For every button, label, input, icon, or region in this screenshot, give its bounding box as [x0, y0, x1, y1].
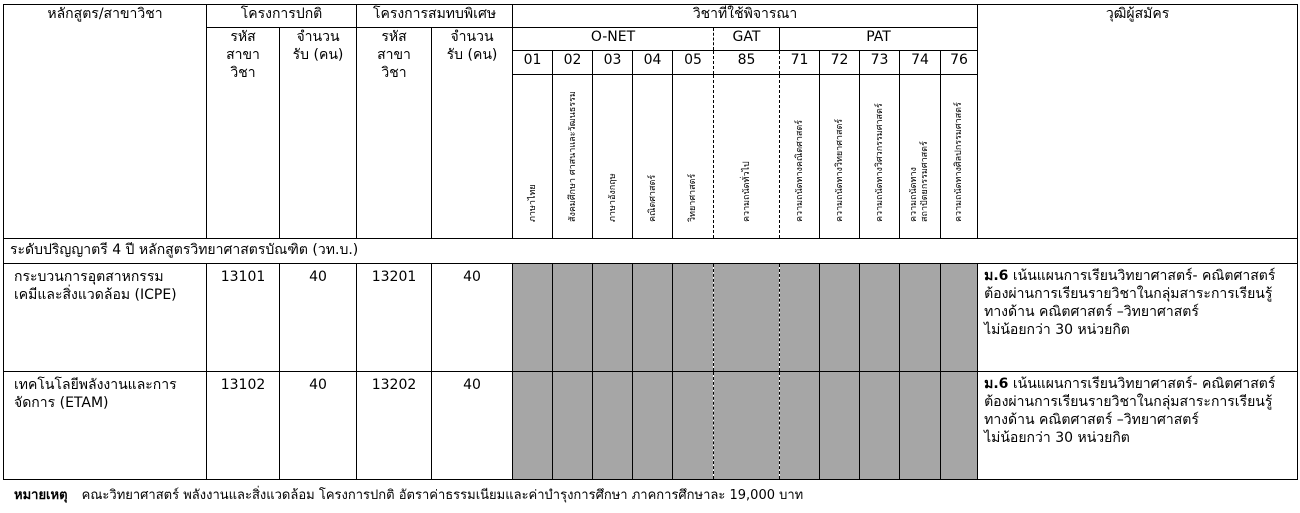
subject-name: ความถนัดทั่วไป [741, 161, 752, 222]
qualification-level: ม.6 [984, 376, 1009, 392]
qualification-line4: ไม่น้อยกว่า 30 หน่วยกิต [984, 430, 1130, 446]
subject-code: 05 [673, 51, 714, 75]
special-program-header: โครงการสมทบพิเศษ [357, 5, 513, 28]
subject-code: 72 [820, 51, 860, 75]
subject-cell [714, 372, 780, 480]
special-code-header-line3: วิชา [381, 65, 407, 81]
qualification-level: ม.6 [984, 268, 1009, 284]
qualification-line3: ทางด้าน คณิตศาสตร์ –วิทยาศาสตร์ [984, 304, 1199, 320]
subject-name: ภาษาไทย [527, 184, 538, 222]
subject-cell [513, 264, 553, 372]
special-seats-header [432, 28, 513, 239]
pat-header: PAT [780, 28, 978, 51]
footnote-label: หมายเหตุ [14, 488, 68, 503]
subjects-header: วิชาที่ใช้พิจารณา [513, 5, 978, 28]
subject-name: ความถนัดทาง [909, 167, 919, 222]
qualification-line2: ต้องผ่านการเรียนรายวิชาในกลุ่มสาระการเรียนรู้ [984, 394, 1273, 410]
course-name [4, 372, 207, 480]
section-title: ระดับปริญญาตรี 4 ปี หลักสูตรวิทยาศาสตรบัณฑิต (วท.บ.) [4, 239, 978, 264]
regular-seats-header-line2: รับ (คน) [292, 47, 344, 63]
subject-name-cell [633, 75, 673, 239]
subject-code: 71 [780, 51, 820, 75]
subject-name: คณิตศาสตร์ [647, 174, 658, 222]
subject-name: ภาษาอังกฤษ [607, 173, 618, 222]
special-seats: 40 [432, 372, 513, 480]
subject-code: 85 [714, 51, 780, 75]
special-code-header-line1: รหัส [381, 29, 407, 45]
subject-cell [714, 264, 780, 372]
course-name-line1: เทคโนโลยีพลังงานและการ [14, 377, 177, 393]
onet-header: O-NET [513, 28, 714, 51]
subject-name: วิทยาศาสตร์ [688, 173, 698, 222]
regular-code-header [207, 28, 280, 239]
subject-cell [553, 372, 593, 480]
subject-name-cell [860, 75, 900, 239]
subject-name: ความถนัดทางคณิตศาสตร์ [794, 119, 805, 222]
regular-code: 13101 [207, 264, 280, 372]
subject-cell [941, 264, 978, 372]
subject-code: 02 [553, 51, 593, 75]
special-code: 13201 [357, 264, 432, 372]
subject-name: ความถนัดทางวิศวกรรมศาสตร์ [874, 103, 885, 222]
subject-cell [780, 264, 820, 372]
special-seats-header-line2: รับ (คน) [446, 47, 498, 63]
special-code-header [357, 28, 432, 239]
subject-name: สถาปัตยกรรมศาสตร์ [920, 141, 930, 222]
regular-code-header-line1: รหัส [230, 29, 256, 45]
regular-seats: 40 [280, 372, 357, 480]
qualification-line3: ทางด้าน คณิตศาสตร์ –วิทยาศาสตร์ [984, 412, 1199, 428]
regular-code: 13102 [207, 372, 280, 480]
qualification-header: วุฒิผู้สมัคร [978, 5, 1298, 239]
subject-cell [900, 264, 941, 372]
table-row [4, 264, 1298, 372]
regular-code-header-line3: วิชา [230, 65, 256, 81]
special-seats: 40 [432, 264, 513, 372]
subject-cell [673, 264, 714, 372]
regular-code-header-line2: สาขา [226, 47, 260, 63]
subject-code: 03 [593, 51, 633, 75]
subject-name-cell [513, 75, 553, 239]
subject-code: 04 [633, 51, 673, 75]
subject-cell [513, 372, 553, 480]
qualification-line2: ต้องผ่านการเรียนรายวิชาในกลุ่มสาระการเรียนรู้ [984, 286, 1273, 302]
course-name [4, 264, 207, 372]
course-name-line2: เคมีและสิ่งแวดล้อม (ICPE) [14, 287, 177, 303]
qualification-text [978, 264, 1298, 372]
regular-program-header: โครงการปกติ [207, 5, 357, 28]
special-code-header-line2: สาขา [377, 47, 411, 63]
footnote [14, 488, 803, 504]
admission-table [3, 4, 1298, 480]
qualification-text [978, 372, 1298, 480]
subject-name-cell [714, 75, 780, 239]
subject-code: 74 [900, 51, 941, 75]
subject-name: สังคมศึกษา ศาสนาและวัฒนธรรม [567, 91, 578, 222]
footnote-text: คณะวิทยาศาสตร์ พลังงานและสิ่งแวดล้อม โครงการปกติ อัตราค่าธรรมเนียมและค่าบำรุงการศึกษา ภาคการศึกษาละ 19,000 บาท [81, 488, 804, 503]
regular-seats-header [280, 28, 357, 239]
qualification-line1-text: เน้นแผนการเรียนวิทยาศาสตร์- คณิตศาสตร์ [1008, 268, 1276, 284]
subject-name: ความถนัดทางวิทยาศาสตร์ [834, 118, 845, 222]
subject-code: 73 [860, 51, 900, 75]
subject-cell [780, 372, 820, 480]
subject-name-cell [780, 75, 820, 239]
program-column-header: หลักสูตร/สาขาวิชา [4, 5, 207, 239]
subject-cell [633, 372, 673, 480]
qualification-line1-text: เน้นแผนการเรียนวิทยาศาสตร์- คณิตศาสตร์ [1008, 376, 1276, 392]
special-code: 13202 [357, 372, 432, 480]
subject-code: 76 [941, 51, 978, 75]
special-seats-header-line1: จำนวน [450, 29, 494, 45]
course-name-line1: กระบวนการอุตสาหกรรม [14, 269, 164, 285]
section-row [4, 239, 1298, 264]
course-name-line2: จัดการ (ETAM) [14, 395, 109, 411]
subject-cell [860, 264, 900, 372]
gat-header: GAT [714, 28, 780, 51]
subject-name: ความถนัดทางศิลปกรรมศาสตร์ [954, 102, 965, 222]
subject-name-cell [941, 75, 978, 239]
qualification-line4: ไม่น้อยกว่า 30 หน่วยกิต [984, 322, 1130, 338]
subject-cell [820, 372, 860, 480]
subject-cell [593, 372, 633, 480]
subject-cell [820, 264, 860, 372]
subject-name-cell [820, 75, 860, 239]
subject-code: 01 [513, 51, 553, 75]
subject-cell [673, 372, 714, 480]
subject-cell [553, 264, 593, 372]
table-row [4, 372, 1298, 480]
regular-seats: 40 [280, 264, 357, 372]
subject-name-cell [553, 75, 593, 239]
subject-cell [593, 264, 633, 372]
subject-cell [900, 372, 941, 480]
subject-cell [860, 372, 900, 480]
subject-name-cell [900, 75, 941, 239]
qualification-line1 [984, 375, 1297, 393]
subject-cell [633, 264, 673, 372]
regular-seats-header-line1: จำนวน [296, 29, 340, 45]
section-title-filler [978, 239, 1298, 264]
qualification-line1 [984, 267, 1297, 285]
subject-name-cell [673, 75, 714, 239]
subject-name-cell [593, 75, 633, 239]
subject-cell [941, 372, 978, 480]
